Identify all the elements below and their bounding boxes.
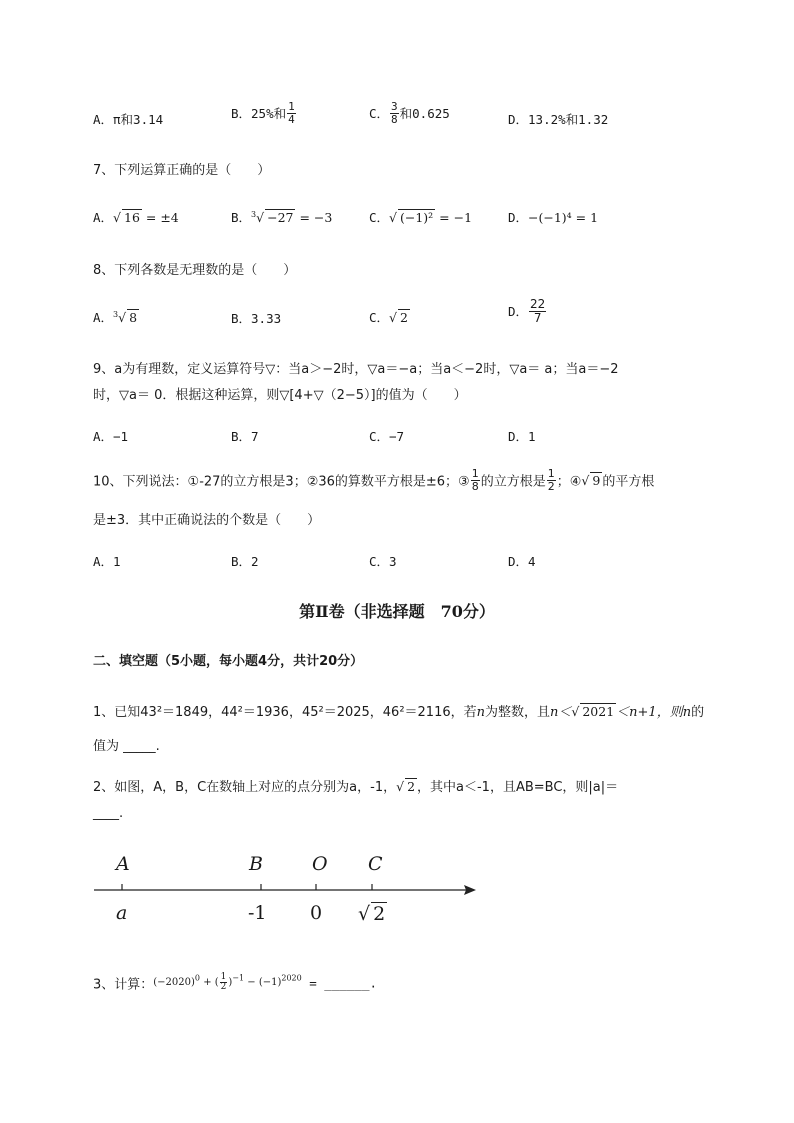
label-point-c: C: [368, 853, 383, 875]
q6-option-b: B．25%和 $\frac{1}{4}$: [231, 100, 295, 126]
q7-option-c: C．√ (−1)² = −1: [369, 210, 473, 225]
q7-option-d: D．−(−1)⁴ = 1: [508, 210, 599, 225]
q9-option-b: B．7: [231, 429, 259, 444]
value-c: √ 2: [358, 903, 386, 925]
q8-option-c: C．√ 2: [369, 310, 408, 325]
q7-option-b: B．$^3$√ −27 = −3: [231, 209, 333, 225]
q8-stem: 8、下列各数是无理数的是（ ）: [93, 263, 297, 278]
q10-option-c: C．3: [369, 554, 397, 569]
q8-option-b: B．3.33: [231, 311, 282, 326]
q9-option-c: C．−7: [369, 429, 405, 444]
q10-option-d: D．4: [508, 554, 536, 569]
fill2-stem-line1: 2、如图，A，B，C在数轴上对应的点分别为a，-1，√ 2 ，其中a＜-1，且AB=BC，则|a|＝: [93, 779, 619, 795]
label-point-o: O: [312, 853, 328, 875]
q9-option-a: A．−1: [93, 429, 129, 444]
q10-stem-line2: 是±3．其中正确说法的个数是（ ）: [93, 513, 321, 528]
q10-stem-line1: 10、下列说法：①-27的立方根是3；②36的算数平方根是±6；③ $\frac{1}{8}$ 的立方根是 $\frac{1}{2}$ ；④√ 9 的平方根: [93, 467, 655, 493]
q9-option-d: D．1: [508, 429, 536, 444]
fill1-stem-line1: 1、已知43²＝1849，44²＝1936，45²＝2025，46²＝2116，若n为整数，且n＜√ 2021 ＜n+1，则n的: [93, 704, 705, 720]
part2-heading: 第Ⅱ卷（非选择题 70分）: [299, 602, 495, 621]
label-point-b: B: [249, 853, 263, 875]
q7-stem: 7、下列运算正确的是（ ）: [93, 163, 271, 178]
fill2-stem-line2: ____.: [93, 806, 124, 821]
section2-heading: 二、填空题（5小题，每小题4分，共计20分）: [93, 654, 364, 669]
q6-option-d: D．13.2%和1.32: [508, 112, 609, 127]
fill3-stem: 3、计算：$(-2020)^0$ + ( $\frac{1}{2}$ )$^{-1} - (-1)^{2020}$ = ______.: [93, 972, 377, 993]
value-o: 0: [310, 902, 323, 924]
q10-option-a: A．1: [93, 554, 121, 569]
q10-option-b: B．2: [231, 554, 259, 569]
q9-stem-line2: 时，▽a＝ 0．根据这种运算，则▽[4+▽（2−5）]的值为（ ）: [93, 388, 467, 403]
label-point-a: A: [116, 853, 130, 875]
fill1-stem-line2: 值为 _____.: [93, 739, 160, 754]
q7-option-a: A．√ 16 = ±4: [93, 210, 179, 225]
value-a: a: [116, 902, 128, 924]
q6-option-a: A．π和3.14: [93, 112, 164, 127]
number-line: [90, 880, 480, 904]
value-b: -1: [248, 902, 267, 924]
q8-option-d: D． $\frac{22}{7}$: [508, 297, 546, 325]
q8-option-a: A．$^3$√ 8: [93, 309, 138, 325]
q6-option-c: C． $\frac{3}{8}$ 和0.625: [369, 100, 450, 126]
q9-stem-line1: 9、a为有理数，定义运算符号▽：当a＞−2时，▽a＝−a；当a＜−2时，▽a＝ a；当a＝−2: [93, 362, 619, 377]
